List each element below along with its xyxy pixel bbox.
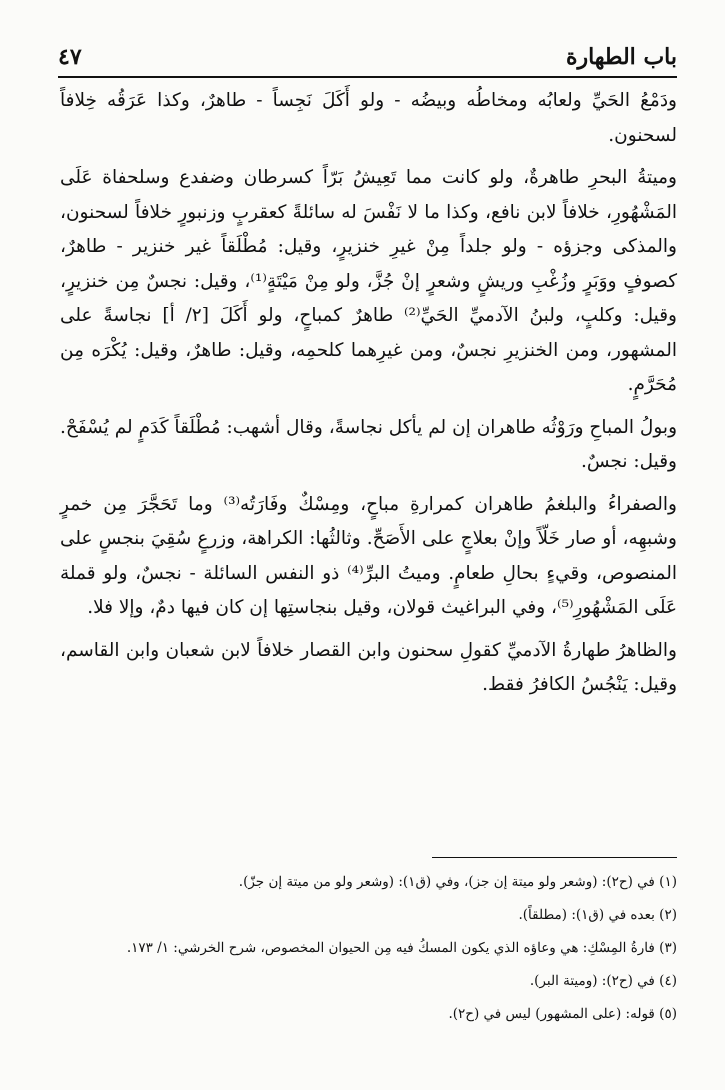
footnote bbox=[60, 998, 677, 1031]
paragraph: والظاهرُ طهارةُ الآدميِّ كقولِ سحنون وابن القصار خلافاً لابن شعبان وابن القاسم، وقيل: يَنْجُسُ الكافرُ فقط. bbox=[60, 639, 677, 695]
paragraph: والصفراءُ والبلغمُ طاهران كمرارةِ مباحٍ، ومِسْكٌ وفَارَتُه⁽³⁾ وما تَحَجَّرَ مِن خمرٍ وشبهِه، أو صار خَلّاً وإنْ بعلاجٍ على الأَصَحِّ. وثالثُها: الكراهة، وزرعٍ سُقِيَ بنجسٍ على المنصوص، وقيءٍ بحالِ طعامٍ. وميتُ البرِّ⁽⁴⁾ ذو النفس السائلة - نجسٌ، ولو قملة عَلَى المَشْهُورِ⁽⁵⁾، وفي البراغيث قولان، وقيل بنجاستِها إن كان فيها دمٌ، وإلا فلا. bbox=[60, 493, 677, 618]
footnote bbox=[60, 866, 677, 899]
footnote-separator bbox=[432, 857, 677, 858]
footnote-text: بعده في (ق١): (مطلقاً). bbox=[518, 907, 655, 923]
page-header bbox=[58, 40, 677, 78]
footnote-text: في (ح٢): (وميتة البر). bbox=[529, 973, 655, 989]
footnote-number: (٥) bbox=[659, 1006, 677, 1022]
main-text bbox=[60, 84, 677, 703]
header-rule bbox=[58, 76, 677, 78]
footnote bbox=[60, 899, 677, 932]
footnote-text: فارةُ المِسْكِ: هي وعاؤه الذي يكون المسكُ فيه مِن الحيوان المخصوص، شرح الخرشي: ١/ ١٧٣. bbox=[126, 940, 655, 956]
footnote-text: في (ح٢): (وشعر ولو ميتة إن جز)، وفي (ق١): (وشعر ولو من ميتة إن جزّ). bbox=[238, 874, 655, 890]
footnote-number: (١) bbox=[659, 874, 677, 890]
paragraph: ودَمْعُ الحَيِّ ولعابُه ومخاطُه وبيضُه - ولو أَكَلَ نَجِساً - طاهرٌ، وكذا عَرَقُه خِلافاً لسحنون. bbox=[60, 90, 677, 146]
paragraph: وبولُ المباحِ ورَوْثُه طاهران إن لم يأكل نجاسةً، وقال أشهب: مُطْلَقاً كَدَمٍ لم يُسْفَحْ. وقيل: نجسٌ. bbox=[60, 416, 677, 472]
footnote-number: (٣) bbox=[659, 940, 677, 956]
footnote-text: قوله: (على المشهور) ليس في (ح٢). bbox=[448, 1006, 655, 1022]
footnote bbox=[60, 965, 677, 998]
footnotes bbox=[60, 866, 677, 1031]
running-title: باب الطهارة bbox=[565, 44, 677, 70]
page-number: ٤٧ bbox=[58, 44, 82, 70]
footnote bbox=[60, 932, 677, 965]
footnote-number: (٢) bbox=[659, 907, 677, 923]
paragraph: وميتةُ البحرِ طاهرةٌ، ولو كانت مما تَعِيشُ بَرّاً كسرطان وضفدع وسلحفاة عَلَى المَشْهُورِ، خلافاً لابن نافع، وكذا ما لا نَفْسَ له سائلةً كعقربٍ وزنبورٍ خلافاً لسحنون، والمذكى وجزؤه - ولو جلداً مِنْ غيرِ خنزيرٍ، وقيل: مُطْلَقاً غير خنزير - طاهرٌ، كصوفٍ ووَبَرٍ وزُغْبِ وريشٍ وشعرٍ إنْ جُزَّ، ولو مِنْ مَيْتَةٍ⁽¹⁾، وقيل: نجسٌ مِن خنزيرٍ، وقيل: وكلبٍ، ولبنُ الآدميِّ الحَيِّ⁽²⁾ طاهرٌ كمباحٍ، ولو أَكَلَ [٢/ أ] نجاسةً على المشهور، ومن الخنزيرِ نجسٌ، ومن غيرِهما كلحمِه، وقيل: طاهرٌ، وقيل: يُكْرَه مِن مُحَرَّمٍ. bbox=[60, 167, 678, 395]
footnote-number: (٤) bbox=[659, 973, 677, 989]
